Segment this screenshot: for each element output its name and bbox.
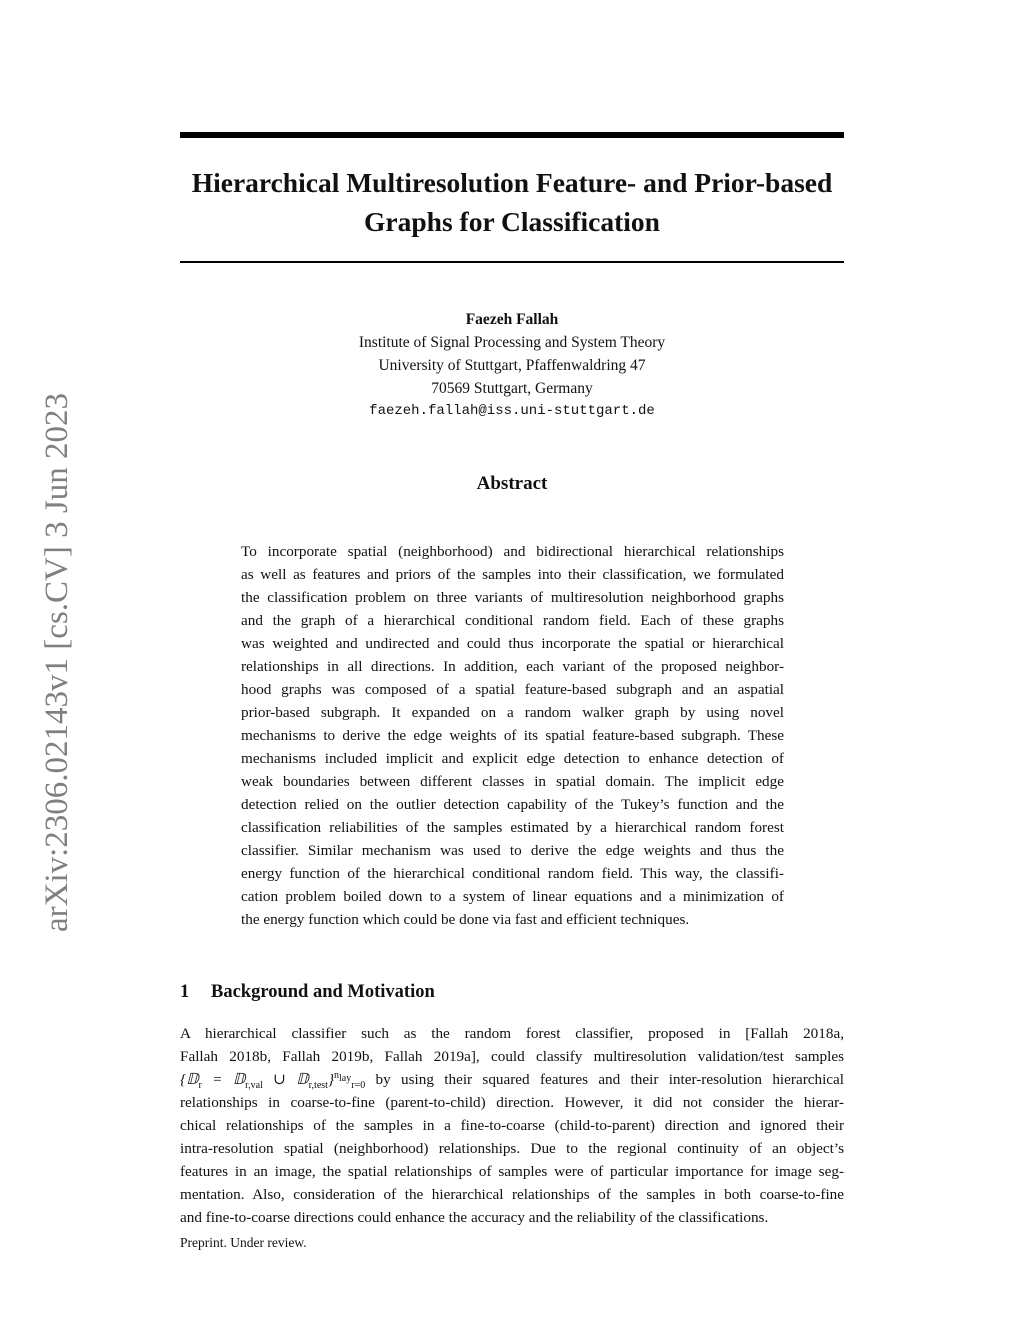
abstract-line: cation problem boiled down to a system of linear equations and a minimization of: [241, 888, 784, 905]
author-name: Faezeh Fallah: [465, 311, 559, 328]
title-line-1: Hierarchical Multiresolution Feature- and Prior-based: [191, 167, 833, 198]
body-line: features in an image, the spatial relationships of samples were of particular importance for image seg-: [180, 1163, 844, 1180]
body-line: Fallah 2018b, Fallah 2019b, Fallah 2019a], could classify multiresolution validation/test samples: [180, 1048, 844, 1065]
body-line: chical relationships of the samples in a fine-to-coarse (child-to-parent) direction and ignored their: [180, 1117, 844, 1134]
abstract-line: mechanisms to derive the edge weights of its spatial feature-based subgraph. These: [241, 727, 784, 744]
title-bottom-rule: [180, 261, 844, 263]
author-email: faezeh.fallah@iss.uni-stuttgart.de: [369, 403, 655, 419]
abstract-line: weak boundaries between different classes in spatial domain. The implicit edge: [241, 773, 784, 790]
abstract-line: To incorporate spatial (neighborhood) and bidirectional hierarchical relationships: [241, 543, 784, 560]
abstract-line: classifier. Similar mechanism was used to derive the edge weights and thus the: [241, 842, 784, 859]
title-top-rule: [180, 132, 844, 138]
affiliation-line-1: Institute of Signal Processing and System Theory: [358, 334, 666, 351]
dataset-set-notation: {𝔻$_r$ = 𝔻$_{r,val}$ ∪ 𝔻$_{r,test}$}$^{n_{lay}}_{r=0}$: [180, 1069, 366, 1092]
affiliation-line-3: 70569 Stuttgart, Germany: [431, 380, 593, 397]
arxiv-identifier-stamp: arXiv:2306.02143v1 [cs.CV] 3 Jun 2023: [39, 393, 75, 932]
section-1-heading: [180, 980, 844, 1004]
abstract-heading: Abstract: [476, 473, 548, 494]
abstract-line: energy function of the hierarchical conditional random field. This way, the classifi-: [241, 865, 784, 882]
abstract-body: [241, 540, 784, 931]
abstract-line: mechanisms included implicit and explicit edge detection to enhance detection of: [241, 750, 784, 767]
author-block: [180, 308, 844, 423]
section-title: Background and Motivation: [211, 982, 435, 1002]
body-line: relationships in coarse-to-fine (parent-to-child) direction. However, it did not consider the hierar-: [180, 1094, 844, 1111]
abstract-line: as well as features and priors of the samples into their classification, we formulated: [241, 566, 784, 583]
abstract-line: the energy function which could be done via fast and efficient techniques.: [241, 911, 690, 928]
section-1-body: [180, 1022, 844, 1229]
abstract-line: the classification problem on three variants of multiresolution neighborhood graphs: [241, 589, 784, 606]
affiliation-line-2: University of Stuttgart, Pfaffenwaldring 47: [378, 357, 646, 374]
body-line-with-math: {𝔻$_r$ = 𝔻$_{r,val}$ ∪ 𝔻$_{r,test}$}$^{n_{lay}}_{r=0}$ by using their squared features and their inter-resolution hierarchical: [180, 1069, 845, 1092]
abstract-line: and the graph of a hierarchical conditional random field. Each of these graphs: [241, 612, 784, 629]
body-line: intra-resolution spatial (neighborhood) relationships. Due to the regional continuity of an object’s: [180, 1140, 844, 1157]
abstract-line: prior-based subgraph. It expanded on a random walker graph by using novel: [241, 704, 784, 721]
abstract-line: detection relied on the outlier detection capability of the Tukey’s function and the: [241, 796, 784, 813]
body-line: mentation. Also, consideration of the hierarchical relationships of the samples in both coarse-to-fine: [180, 1186, 844, 1203]
abstract-line: was weighted and undirected and could thus incorporate the spatial or hierarchical: [241, 635, 784, 652]
abstract-line: classification reliabilities of the samples estimated by a hierarchical random forest: [241, 819, 784, 836]
abstract-line: relationships in all directions. In addition, each variant of the proposed neighbor-: [241, 658, 784, 675]
body-line: and fine-to-coarse directions could enhance the accuracy and the reliability of the classifications.: [180, 1209, 769, 1226]
body-line: A hierarchical classifier such as the random forest classifier, proposed in [Fallah 2018a,: [180, 1025, 844, 1042]
title-line-2: Graphs for Classification: [364, 206, 660, 237]
section-number: 1: [180, 982, 190, 1002]
paper-title: [180, 163, 844, 241]
abstract-line: hood graphs was composed of a spatial feature-based subgraph and an aspatial: [241, 681, 784, 698]
preprint-footnote: Preprint. Under review.: [180, 1235, 307, 1250]
